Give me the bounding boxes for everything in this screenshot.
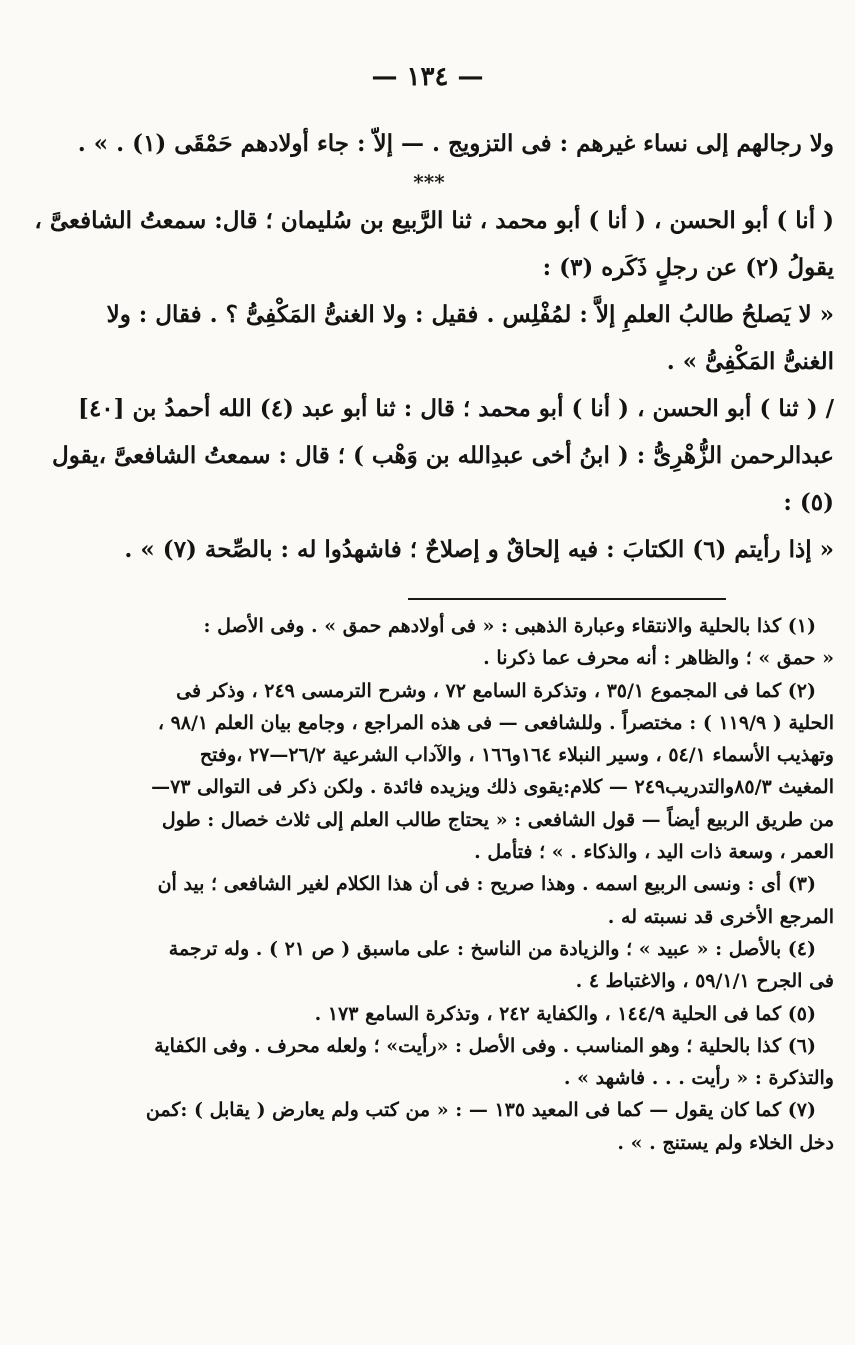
footnote-line: (٣) أى : ونسى الربيع اسمه . وهذا صريح : فى أن هذا الكلام لغير الشافعى ؛ بيد أن bbox=[157, 873, 816, 896]
footnote-line: الحلية ( ١١٩/٩ ) : مختصراً . وللشافعى — فى هذه المراجع ، وجامع بيان العلم ٩٨/١ ، bbox=[157, 711, 834, 734]
main-line: يقولُ (٢) عن رجلٍ ذَكَره (٣) : bbox=[542, 254, 834, 281]
main-line: عبدالرحمن الزُّهْرِىُّ : ( ابنُ أخى عبدِالله بن وَهْب ) ؛ قال : سمعتُ الشافعىَّ ،يقول (٥) : bbox=[51, 442, 834, 516]
main-text bbox=[24, 120, 834, 573]
footnote-line: (٤) بالأصل : « عبيد » ؛ والزيادة من الناسخ : على ماسبق ( ص ٢١ ) . وله ترجمة bbox=[168, 937, 816, 960]
footnote-line: من طريق الربيع أيضاً — قول الشافعى : « يحتاج طالب العلم إلى ثلاث خصال : طول bbox=[161, 808, 834, 831]
page-number: — ١٣٤ — bbox=[371, 62, 484, 92]
footnote-line: المغيث ٨٥/٣والتدريب٢٤٩ — كلام:يقوى ذلك ويزيده فائدة . ولكن ذكر فى التوالى ٧٣— bbox=[151, 776, 834, 799]
main-line: ( أنا ) أبو الحسن ، ( أنا ) أبو محمد ، ثنا الرَّبيع بن سُليمان ؛ قال: سمعتُ الشافعىَّ ، bbox=[34, 207, 834, 234]
footnote-line: دخل الخلاء ولم يستنج . » . bbox=[617, 1131, 834, 1154]
footnote-line: (٧) كما كان يقول — كما فى المعيد ١٣٥ — : « من كتب ولم يعارض ( يقابل ) :كمن bbox=[145, 1099, 816, 1122]
footnote-line: فى الجرح ٥٩/١/١ ، والاغتباط ٤ . bbox=[575, 970, 834, 993]
footnote-line: والتذكرة : « رأيت . . . فاشهد » . bbox=[563, 1067, 834, 1090]
footnote-line: (٥) كما فى الحلية ١٤٤/٩ ، والكفاية ٢٤٢ ، وتذكرة السامع ١٧٣ . bbox=[314, 1002, 816, 1025]
footnote-line: المرجع الأخرى قد نسبته له . bbox=[607, 905, 834, 928]
footnote-divider bbox=[408, 598, 726, 600]
main-line: / ( ثنا ) أبو الحسن ، ( أنا ) أبو محمد ؛ قال : ثنا أبو عبد (٤) الله أحمدُ بن [٤٠] bbox=[78, 395, 834, 422]
footnote-line: العمر ، وسعة ذات اليد ، والذكاء . » ؛ فتأمل . bbox=[474, 841, 834, 864]
footnote-line: وتهذيب الأسماء ٥٤/١ ، وسير النبلاء ١٦٤و١٦٦ ، والآداب الشرعية ٢٦/٢—٢٧ ،وفتح bbox=[199, 744, 834, 767]
footnote-line: (٦) كذا بالحلية ؛ وهو المناسب . وفى الأصل : «رأيت» ؛ ولعله محرف . وفى الكفاية bbox=[154, 1034, 816, 1057]
main-line: ولا رجالهم إلى نساء غيرهم : فى التزويج . — إلاّ : جاء أولادهم حَمْقَى (١) . » . bbox=[77, 130, 834, 157]
main-line: « إذا رأيتم (٦) الكتابَ : فيه إلحاقٌ و إصلاحٌ ؛ فاشهدُوا له : بالصِّحة (٧) » . bbox=[124, 536, 834, 563]
footnote-line: (١) كذا بالحلية والانتقاء وعبارة الذهبى : « فى أولادهم حمق » . وفى الأصل : bbox=[203, 615, 816, 637]
footnote-line: (٢) كما فى المجموع ٣٥/١ ، وتذكرة السامع ٧٢ ، وشرح الترمسى ٢٤٩ ، وذكر فى bbox=[176, 679, 816, 702]
footnotes bbox=[24, 610, 834, 1159]
footnote-line: « حمق » ؛ والظاهر : أنه محرف عما ذكرنا . bbox=[483, 647, 834, 670]
main-line: الغنىُّ المَكْفِىُّ » . bbox=[666, 348, 834, 375]
main-line: « لا يَصلحُ طالبُ العلمِ إلاَّ : لمُفْلِس . فقيل : ولا الغنىُّ المَكْفِىُّ ؟ . فقال : ولا bbox=[106, 301, 834, 328]
section-separator: *** bbox=[413, 170, 445, 194]
